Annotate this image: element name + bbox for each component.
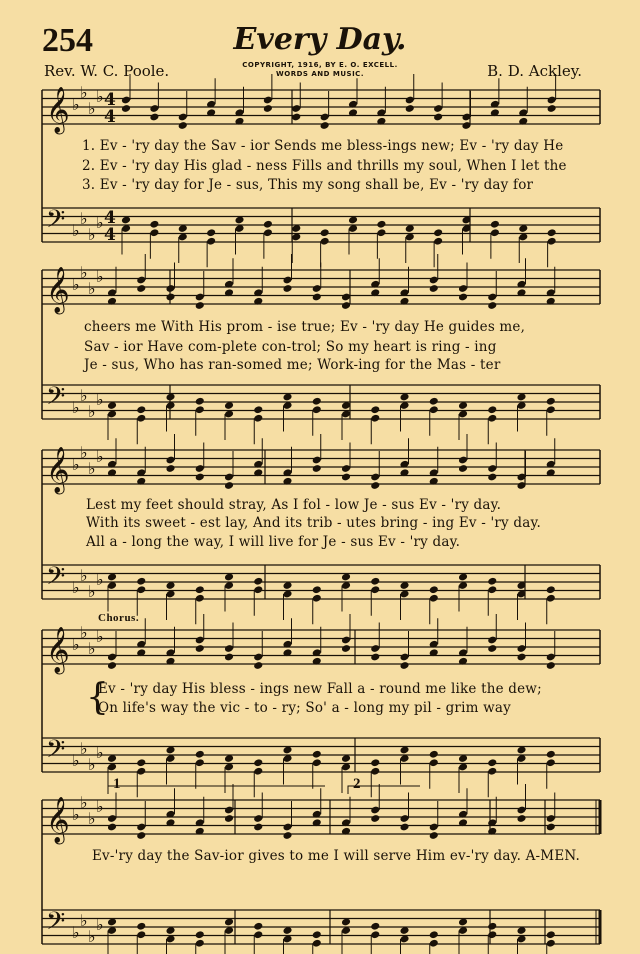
note-head: [429, 750, 439, 759]
flat-icon: ♭: [88, 639, 96, 658]
note-head: [195, 585, 205, 594]
note-head: [253, 577, 263, 586]
note-head: [149, 113, 159, 122]
note-head: [224, 481, 234, 490]
note-head: [195, 750, 205, 759]
words-music-line: WORDS AND MUSIC.: [276, 70, 364, 78]
author-credit: Rev. W. C. Poole.: [44, 62, 170, 80]
note-head: [546, 930, 556, 939]
flat-icon: ♭: [72, 805, 80, 824]
note-head: [224, 814, 234, 823]
note-head: [195, 397, 205, 406]
note-head: [136, 758, 146, 767]
note-head: [370, 577, 380, 586]
note-head: [487, 922, 497, 931]
note-head: [546, 750, 556, 759]
note-head: [546, 585, 556, 594]
flat-icon: ♭: [96, 570, 104, 589]
note-head: [224, 653, 234, 662]
bass-clef-icon: 𝄢: [46, 735, 66, 770]
second-ending-number: 2: [353, 776, 361, 792]
note-head: [206, 228, 216, 237]
note-head: [253, 661, 263, 670]
note-head: [136, 577, 146, 586]
note-head: [546, 397, 556, 406]
flat-icon: ♭: [96, 447, 104, 466]
note-head: [282, 284, 292, 293]
note-head: [405, 104, 415, 113]
note-head: [312, 930, 322, 939]
note-head: [253, 823, 263, 832]
flat-icon: ♭: [96, 627, 104, 646]
flat-icon: ♭: [72, 398, 80, 417]
note-head: [429, 397, 439, 406]
flat-icon: ♭: [72, 578, 80, 597]
flat-icon: ♭: [88, 755, 96, 774]
note-head: [399, 823, 409, 832]
note-head: [136, 831, 146, 840]
flat-icon: ♭: [88, 582, 96, 601]
note-head: [458, 293, 468, 302]
flat-icon: ♭: [96, 915, 104, 934]
flat-icon: ♭: [80, 263, 88, 282]
lyric-line: Ev-'ry day the Sav-ior gives to me I will serve Him ev-'ry day. A-MEN.: [92, 848, 581, 864]
treble-clef-icon: 𝄞: [46, 797, 70, 843]
note-head: [195, 473, 205, 482]
treble-clef-icon: 𝄞: [46, 447, 70, 493]
time-signature: 4: [104, 107, 116, 127]
flat-icon: ♭: [72, 751, 80, 770]
flat-icon: ♭: [80, 623, 88, 642]
note-head: [370, 405, 380, 414]
note-head: [282, 831, 292, 840]
note-head: [376, 220, 386, 229]
note-head: [429, 930, 439, 939]
note-head: [195, 301, 205, 310]
brace: {: [86, 677, 109, 718]
flat-icon: ♭: [80, 566, 88, 585]
time-signature: 4: [104, 90, 116, 110]
flat-icon: ♭: [72, 455, 80, 474]
note-head: [253, 922, 263, 931]
note-head: [149, 220, 159, 229]
flat-icon: ♭: [80, 911, 88, 930]
note-head: [312, 585, 322, 594]
note-head: [547, 104, 557, 113]
lyric-line: 1. Ev - 'ry day the Sav - ior Sends me bless-ings new; Ev - 'ry day He: [82, 138, 564, 154]
flat-icon: ♭: [80, 209, 88, 228]
note-head: [253, 758, 263, 767]
note-head: [547, 228, 557, 237]
note-head: [136, 284, 146, 293]
note-head: [195, 644, 205, 653]
note-head: [312, 293, 322, 302]
note-head: [429, 284, 439, 293]
bass-clef-icon: 𝄢: [46, 907, 66, 942]
note-head: [370, 481, 380, 490]
note-head: [107, 661, 117, 670]
flat-icon: ♭: [80, 386, 88, 405]
lyric-line: 3. Ev - 'ry day for Je - sus, This my song shall be, Ev - 'ry day for: [82, 177, 534, 193]
note-head: [429, 831, 439, 840]
note-head: [312, 464, 322, 473]
flat-icon: ♭: [88, 402, 96, 421]
flat-icon: ♭: [88, 927, 96, 946]
treble-clef-icon: 𝄞: [46, 87, 70, 133]
note-head: [165, 464, 175, 473]
note-head: [136, 922, 146, 931]
lyric-line: All a - long the way, I will live for Je - sus Ev - 'ry day.: [86, 534, 461, 550]
lyric-line: Sav - ior Have com-plete con-trol; So my heart is ring - ing: [84, 339, 497, 355]
flat-icon: ♭: [72, 923, 80, 942]
note-head: [399, 661, 409, 670]
lyric-line: 2. Ev - 'ry day His glad - ness Fills and thrills my soul, When I let the: [82, 158, 567, 174]
flat-icon: ♭: [72, 95, 80, 114]
flat-icon: ♭: [88, 279, 96, 298]
note-head: [546, 823, 556, 832]
note-head: [263, 220, 273, 229]
flat-icon: ♭: [88, 225, 96, 244]
hymn-number: 254: [42, 22, 93, 59]
flat-icon: ♭: [88, 459, 96, 478]
flat-icon: ♭: [80, 793, 88, 812]
lyric-line: With its sweet - est lay, And its trib - utes bring - ing Ev - 'ry day.: [86, 515, 541, 531]
note-head: [433, 113, 443, 122]
note-head: [291, 113, 301, 122]
bass-clef-icon: 𝄢: [46, 562, 66, 597]
note-head: [487, 577, 497, 586]
note-head: [263, 104, 273, 113]
note-head: [487, 473, 497, 482]
copyright-line: COPYRIGHT, 1916, BY E. O. EXCELL.: [242, 61, 398, 69]
note-head: [312, 750, 322, 759]
time-signature: 4: [104, 225, 116, 245]
note-head: [487, 758, 497, 767]
note-head: [429, 585, 439, 594]
note-head: [487, 301, 497, 310]
note-head: [370, 758, 380, 767]
note-head: [370, 814, 380, 823]
note-head: [312, 397, 322, 406]
flat-icon: ♭: [88, 99, 96, 118]
note-head: [370, 653, 380, 662]
composer-credit: B. D. Ackley.: [487, 62, 582, 80]
chorus-label: Chorus.: [98, 612, 140, 624]
flat-icon: ♭: [96, 743, 104, 762]
note-head: [546, 661, 556, 670]
flat-icon: ♭: [80, 739, 88, 758]
flat-icon: ♭: [96, 797, 104, 816]
note-head: [516, 814, 526, 823]
lyric-line: Lest my feet should stray, As I fol - low Je - sus Ev - 'ry day.: [86, 497, 502, 513]
flat-icon: ♭: [80, 83, 88, 102]
flat-icon: ♭: [96, 87, 104, 106]
note-head: [195, 930, 205, 939]
note-head: [516, 653, 526, 662]
time-signature: 4: [104, 208, 116, 228]
note-head: [487, 405, 497, 414]
note-head: [165, 293, 175, 302]
flat-icon: ♭: [72, 275, 80, 294]
note-head: [320, 228, 330, 237]
flat-icon: ♭: [72, 221, 80, 240]
note-head: [490, 220, 500, 229]
note-head: [320, 121, 330, 130]
flat-icon: ♭: [80, 443, 88, 462]
treble-clef-icon: 𝄞: [46, 627, 70, 673]
note-head: [253, 405, 263, 414]
first-ending-number: 1: [113, 776, 121, 792]
first-ending-bracket: [108, 786, 325, 794]
flat-icon: ♭: [96, 390, 104, 409]
lyric-line: On life's way the vic - to - ry; So' a - long my pil - grim way: [98, 700, 511, 716]
note-head: [487, 644, 497, 653]
note-head: [136, 405, 146, 414]
flat-icon: ♭: [88, 809, 96, 828]
lyric-line: cheers me With His prom - ise true; Ev - 'ry day He guides me,: [84, 319, 526, 335]
note-head: [121, 104, 131, 113]
note-head: [341, 644, 351, 653]
note-head: [433, 228, 443, 237]
note-head: [107, 823, 117, 832]
treble-clef-icon: 𝄞: [46, 267, 70, 313]
flat-icon: ♭: [96, 213, 104, 232]
lyric-line: Je - sus, Who has ran-somed me; Work-ing for the Mas - ter: [84, 357, 501, 373]
flat-icon: ♭: [96, 267, 104, 286]
note-head: [370, 922, 380, 931]
lyric-line: Ev - 'ry day His bless - ings new Fall a - round me like the dew;: [98, 681, 542, 697]
flat-icon: ♭: [72, 635, 80, 654]
note-head: [178, 121, 188, 130]
note-head: [341, 473, 351, 482]
note-head: [458, 464, 468, 473]
bass-clef-icon: 𝄢: [46, 382, 66, 417]
bass-clef-icon: 𝄢: [46, 205, 66, 240]
hymn-title: Every Day.: [233, 22, 407, 57]
